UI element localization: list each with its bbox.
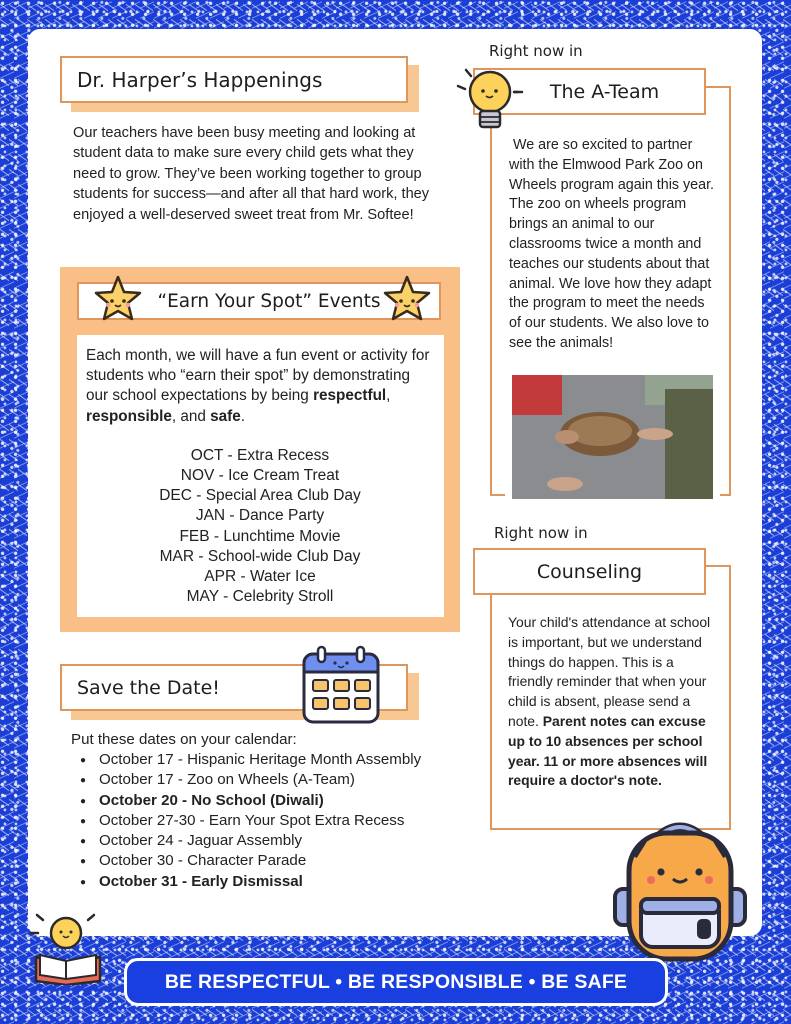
date-item: ● October 17 - Zoo on Wheels (A-Team)	[71, 770, 471, 790]
star-left-icon	[92, 274, 144, 326]
date-item: ● October 30 - Character Parade	[71, 851, 471, 871]
counseling-bold: Parent notes can excuse up to 10 absences per school year. 11 or more absences will require a doctor's note.	[508, 712, 708, 789]
lightbulb-icon	[452, 62, 528, 140]
dates-list	[71, 750, 471, 892]
ateam-kicker: Right now in	[489, 42, 583, 60]
event-item: FEB - Lunchtime Movie	[179, 527, 341, 545]
date-item: ● October 20 - No School (Diwali)	[71, 791, 471, 811]
safe-word: safe	[210, 407, 241, 425]
footer-text: BE RESPECTFUL • BE RESPONSIBLE • BE SAFE	[164, 970, 628, 993]
earn-card	[77, 335, 444, 617]
event-item: APR - Water Ice	[204, 568, 316, 586]
counseling-paragraph	[508, 613, 720, 791]
responsible-word: responsible	[86, 407, 172, 425]
earn-intro	[86, 346, 434, 427]
ateam-paragraph: We are so excited to partner with the Elmwood Park Zoo on Wheels program again this year. The zoo on wheels program brings an animal to our classrooms twice a month and teaches our students about that animal. We love how they adapt the program to meet the needs of our students. We also love to see the animals!	[509, 137, 715, 351]
event-item: DEC - Special Area Club Day	[159, 487, 361, 505]
save-date-title: Save the Date!	[77, 676, 220, 699]
earn-intro-text: Each month, we will have a fun event or activity for students who “earn their spot” by demonstrating our school expectations by being	[86, 347, 430, 405]
earn-period: .	[240, 407, 246, 425]
harper-title: Dr. Harper’s Happenings	[77, 67, 323, 92]
counseling-kicker: Right now in	[494, 524, 588, 542]
date-item: ● October 27-30 - Earn Your Spot Extra Recess	[71, 811, 471, 831]
star-right-icon	[381, 274, 433, 326]
ateam-title: The A-Team	[549, 80, 660, 103]
harper-paragraph: Our teachers have been busy meeting and looking at student data to make sure every child gets what they need to grow. They’ve been working together to group students for success—and after all that hard work, they enjoyed a well-deserved sweet treat from Mr. Softee!	[73, 125, 430, 223]
save-date-intro: Put these dates on your calendar:	[71, 731, 297, 748]
footer-banner	[124, 958, 668, 1006]
counseling-header	[473, 548, 706, 595]
date-item: ● October 17 - Hispanic Heritage Month Assembly	[71, 750, 471, 770]
event-item: MAR - School-wide Club Day	[159, 547, 361, 565]
event-item: JAN - Dance Party	[195, 507, 325, 525]
counseling-text: Your child's attendance at school is important, but we understand things do happen. This is a friendly reminder that when your child is absent, please send a note.	[508, 614, 711, 729]
tortoise-photo	[505, 369, 720, 507]
earn-and: , and	[171, 407, 211, 425]
date-item: ● October 31 - Early Dismissal	[71, 872, 471, 892]
event-item: OCT - Extra Recess	[190, 446, 330, 464]
earn-comma: ,	[386, 387, 391, 405]
respectful-word: respectful	[313, 387, 387, 405]
calendar-icon	[298, 644, 384, 726]
backpack-icon	[605, 817, 755, 965]
event-item: NOV - Ice Cream Treat	[180, 467, 340, 485]
date-item: ● October 24 - Jaguar Assembly	[71, 831, 471, 851]
event-item: MAY - Celebrity Stroll	[186, 588, 334, 606]
event-list	[86, 446, 434, 608]
counseling-title: Counseling	[536, 560, 643, 583]
harper-header	[60, 56, 408, 103]
book-lightbulb-icon	[28, 905, 108, 985]
earn-title: “Earn Your Spot” Events	[157, 290, 381, 312]
